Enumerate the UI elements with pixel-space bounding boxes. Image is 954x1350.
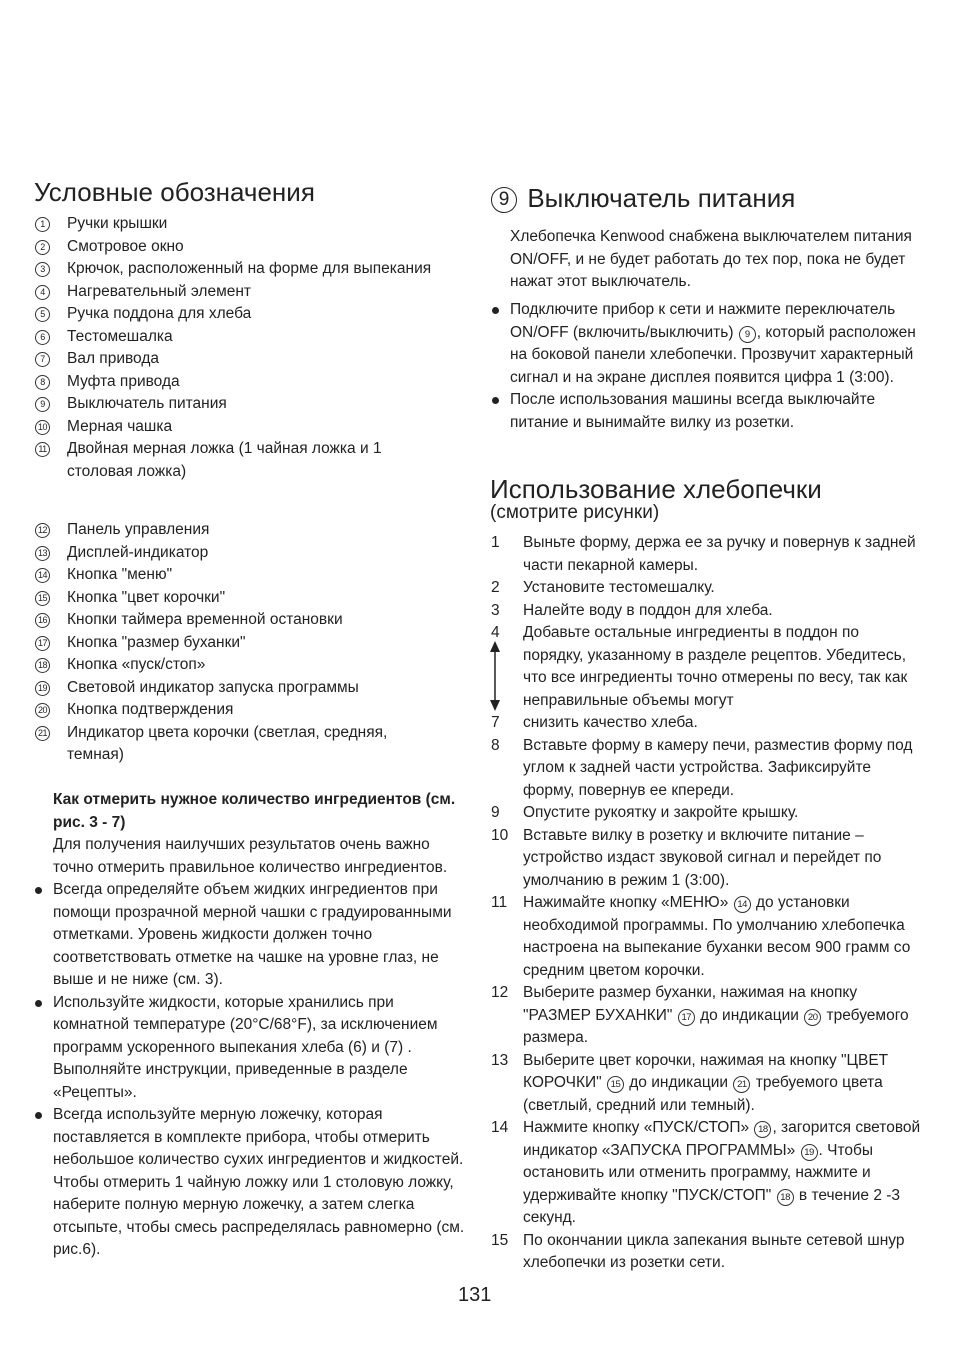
legend-item-label: Кнопка "размер буханки" (67, 633, 246, 651)
legend-item (35, 632, 435, 655)
legend-item (35, 699, 435, 722)
step-7: 7 снизить качество хлеба. (491, 714, 698, 731)
measure-intro: Для получения наилучших результатов очень важно точно отмерить правильное количество ингредиентов. (53, 836, 448, 876)
power-title: Выключатель питания (527, 183, 796, 213)
number-circle-icon: 5 (35, 307, 50, 322)
measure-section (53, 789, 468, 1262)
number-circle-icon: 2 (35, 240, 50, 255)
legend-item (35, 281, 435, 304)
legend-item (35, 677, 435, 700)
step-4: 4 Добавьте остальные ингредиенты в поддон по порядку, указанному в разделе рецептов. Убедитесь, что все ингредиенты точно отмерены по весу, так как неправильные объемы могут (491, 624, 908, 709)
ref-20-icon: 20 (804, 1009, 821, 1026)
legend-item (35, 416, 435, 439)
step-12: 12 Выберите размер буханки, нажимая на кнопку "РАЗМЕР БУХАНКИ" 17 до индикации 20 требуемого размера. (491, 984, 909, 1046)
legend-item (35, 564, 435, 587)
legend-item (35, 236, 435, 259)
legend-item-label: Ручка поддона для хлеба (67, 305, 252, 322)
usage-steps (491, 532, 921, 1275)
legend-item (35, 393, 435, 416)
legend-item-label: Двойная мерная ложка (1 чайная ложка и 1 столовая ложка) (67, 440, 382, 480)
number-circle-icon: 3 (35, 262, 50, 277)
legend-item-label: Кнопка "цвет корочки" (67, 588, 226, 606)
power-intro: Хлебопечка Kenwood снабжена выключателем питания ON/OFF, и не будет работать до тех пор, пока не будет нажат этот выключатель. (510, 228, 912, 290)
legend-item (35, 213, 435, 236)
legend-item-label: Мерная чашка (67, 417, 173, 435)
usage-subtitle: (смотрите рисунки) (490, 502, 660, 523)
number-circle-icon: 9 (35, 397, 50, 412)
legend-item-label: Кнопки таймера временной остановки (67, 611, 343, 628)
step-1: 1 Выньте форму, держа ее за ручку и повернув к задней части пекарной камеры. (491, 534, 916, 574)
legend-item (35, 587, 435, 610)
legend-item-label: Тестомешалка (67, 327, 173, 345)
number-circle-icon: 11 (35, 442, 50, 457)
number-circle-icon: 13 (35, 546, 50, 561)
legend-item-label: Нагревательный элемент (67, 282, 252, 300)
number-circle-icon: 18 (35, 658, 50, 673)
ref-15-icon: 15 (607, 1076, 624, 1093)
step-11: 11 Нажимайте кнопку «МЕНЮ» 14 до установки необходимой программы. По умолчанию хлебопечка настроена на выпекание буханки весом 900 грамм со средним цветом корочки. (491, 894, 911, 979)
legend-item-label: Индикатор цвета корочки (светлая, средняя, темная) (67, 723, 388, 763)
number-circle-icon: 17 (35, 636, 50, 651)
legend-item (35, 348, 435, 371)
legend-item-label: Кнопка подтверждения (67, 701, 234, 718)
legend-item (35, 258, 435, 281)
legend-item-label: Панель управления (67, 521, 210, 538)
legend-item (35, 303, 435, 326)
legend-item (35, 654, 435, 677)
legend-item-label: Световой индикатор запуска программы (67, 678, 359, 696)
step-9: 9 Опустите рукоятку и закройте крышку. (491, 804, 799, 821)
ref-21-icon: 21 (733, 1076, 750, 1093)
legend-list (35, 213, 435, 483)
legend-item-label: Кнопка "меню" (67, 566, 173, 583)
measure-bullet: Используйте жидкости, которые хранились при комнатной температуре (20°C/68°F), за исключением программ ускоренного выпекания хлеба (6) и (7) . Выполняйте инструкции, приведенные в разделе «Рецепты». (34, 992, 468, 1105)
number-circle-icon: 21 (35, 726, 50, 741)
ref-18-icon: 18 (777, 1189, 794, 1206)
legend-item (35, 609, 435, 632)
step-14: 14 Нажмите кнопку «ПУСК/СТОП» 18 , загорится световой индикатор «ЗАПУСКА ПРОГРАММЫ» 19 . Чтобы остановить или отменить программу, нажмите и удерживайте кнопку "ПУСК/СТОП" 18 в течение 2 -3 секунд. (491, 1119, 921, 1226)
number-circle-icon: 19 (35, 681, 50, 696)
legend-item-label: Ручки крышки (67, 215, 168, 232)
number-circle-icon: 20 (35, 703, 50, 718)
legend-item-label: Кнопка «пуск/стоп» (67, 656, 206, 673)
number-circle-icon: 1 (35, 217, 50, 232)
power-bullet-2: После использования машины всегда выключайте питание и вынимайте вилку из розетки. (491, 389, 921, 434)
legend-item-label: Вал привода (67, 350, 159, 367)
ref-17-icon: 17 (678, 1009, 695, 1026)
legend-item (35, 519, 435, 542)
legend-list-controls (35, 519, 435, 767)
step-10: 10 Вставьте вилку в розетку и включите питание – устройство издаст звуковой сигнал и перейдет по умолчанию в режим 1 (3:00). (491, 826, 882, 889)
number-circle-icon: 4 (35, 285, 50, 300)
legend-item (35, 438, 435, 483)
usage-title: Использование хлебопечки (490, 474, 822, 504)
step-13: 13 Выберите цвет корочки, нажимая на кнопку "ЦВЕТ КОРОЧКИ" 15 до индикации 21 требуемого цвета (светлый, средний или темный). (491, 1051, 889, 1114)
number-circle-icon: 12 (35, 523, 50, 538)
page-number: 131 (458, 1284, 492, 1306)
power-bullet-1: Подключите прибор к сети и нажмите переключатель ON/OFF (включить/выключить) 9 , который расположен на боковой панели хлебопечки. Прозвучит характерный сигнал и на экране дисплея появится цифра 1 (3:00). (491, 299, 921, 389)
step-15: 15 По окончании цикла запекания выньте сетевой шнур хлебопечки из розетки сети. (491, 1231, 905, 1271)
step-2: 2 Установите тестомешалку. (491, 579, 715, 596)
ref-18-icon: 18 (754, 1121, 771, 1138)
measure-bullets (53, 879, 468, 1262)
legend-item-label: Смотровое окно (67, 237, 184, 255)
power-section-title (491, 183, 795, 215)
measure-bullet: Всегда определяйте объем жидких ингредиентов при помощи прозрачной мерной чашки с градуированными отметками. Уровень жидкости должен точно соответствовать отметке на чашке на уровне глаз, не выше и не ниже (см. 3). (34, 879, 468, 992)
number-circle-icon: 14 (35, 568, 50, 583)
legend-item (35, 326, 435, 349)
legend-item (35, 722, 435, 767)
step-8: 8 Вставьте форму в камеру печи, разместив форму под углом к задней части устройства. Зафиксируйте форму, повернув ее кпереди. (491, 736, 913, 799)
legend-item-label: Крючок, расположенный на форме для выпекания (67, 260, 432, 277)
power-bullets (491, 299, 921, 434)
number-circle-icon: 10 (35, 420, 50, 435)
legend-item-label: Муфта привода (67, 372, 180, 390)
number-circle-icon: 7 (35, 352, 50, 367)
legend-item-label: Выключатель питания (67, 395, 227, 412)
legend-item (35, 371, 435, 394)
number-circle-icon: 15 (35, 591, 50, 606)
legend-title: Условные обозначения (34, 177, 315, 207)
ref-14-icon: 14 (734, 896, 751, 913)
number-circle-icon: 16 (35, 613, 50, 628)
legend-item (35, 542, 435, 565)
ref-19-icon: 19 (801, 1144, 818, 1161)
measure-bullet: Всегда используйте мерную ложечку, которая поставляется в комплекте прибора, чтобы отмерить небольшое количество сухих ингредиентов и жидкостей. Чтобы отмерить 1 чайную ложку или 1 столовую ложку, наберите полную мерную ложечку, а затем слегка отсыпьте, чтобы смесь распределялась равномерно (см. рис.6). (34, 1104, 468, 1262)
step-3: 3 Налейте воду в поддон для хлеба. (491, 601, 773, 619)
ref-9-icon: 9 (739, 326, 756, 343)
power-icon: 9 (491, 187, 517, 213)
number-circle-icon: 8 (35, 375, 50, 390)
number-circle-icon: 6 (35, 330, 50, 345)
measure-heading: Как отмерить нужное количество ингредиентов (см. рис. 3 - 7) (53, 791, 456, 831)
legend-item-label: Дисплей-индикатор (67, 543, 209, 561)
